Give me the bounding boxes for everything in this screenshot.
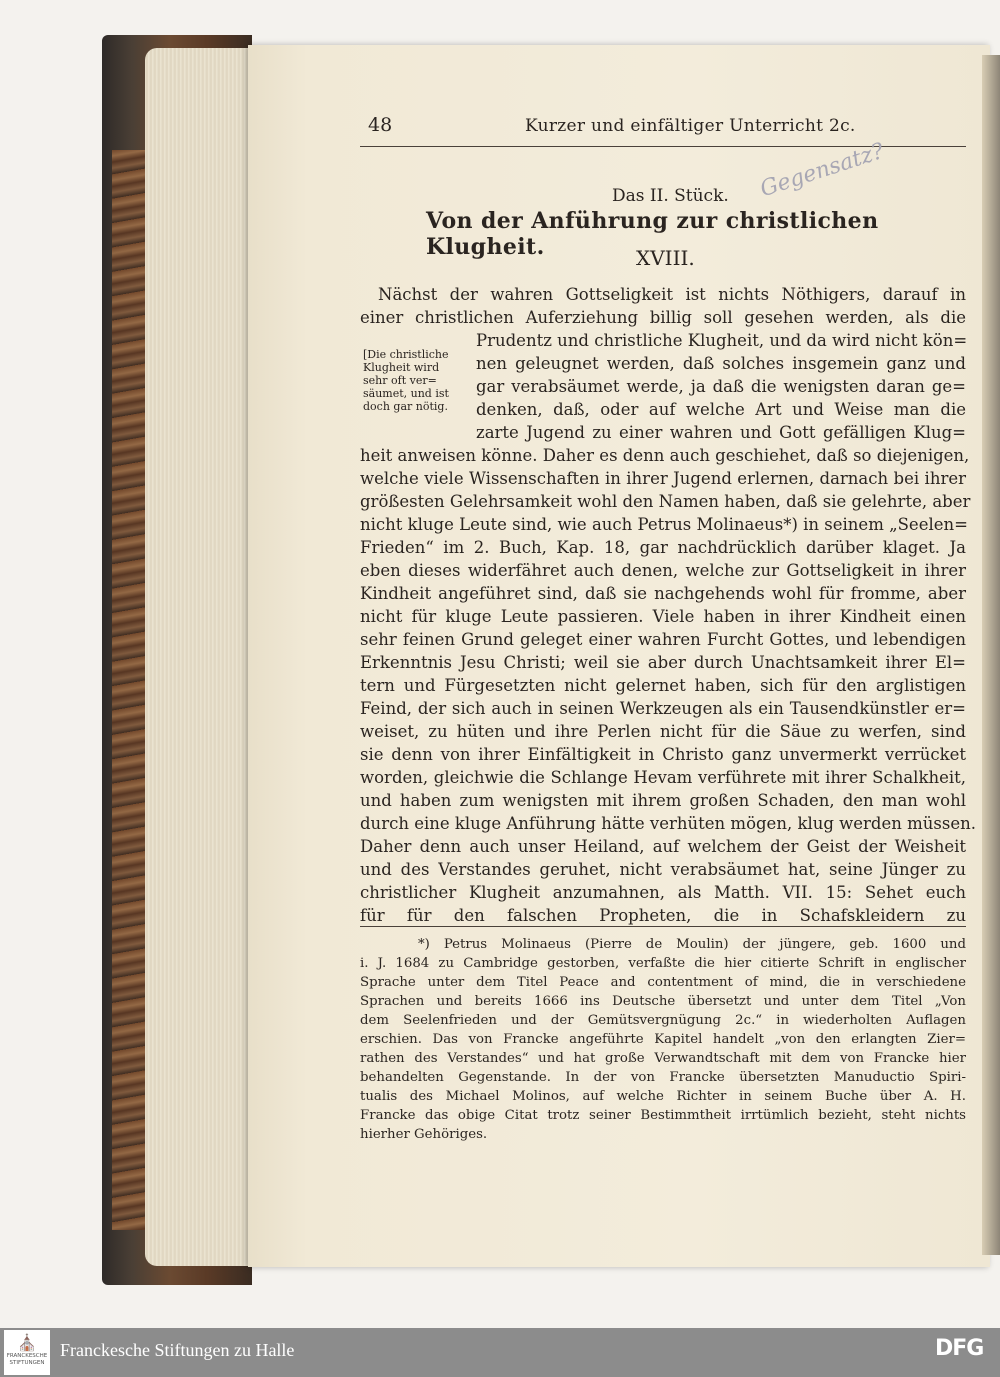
body-line: christlicher Klugheit anzumahnen, als Matth. VII. 15: Sehet euch [360, 883, 966, 902]
margin-note-line: Klugheit wird [363, 361, 440, 374]
body-line: weiset, zu hüten und ihre Perlen nicht für die Säue zu werfen, sind [360, 722, 966, 741]
body-line: nicht für kluge Leute passieren. Viele haben in ihrer Kindheit einen [360, 607, 966, 626]
margin-note-line: sehr oft ver= [363, 374, 437, 387]
dfg-logo[interactable]: DFG [935, 1336, 984, 1361]
page-number: 48 [368, 114, 393, 136]
body-line: Nächst der wahren Gottseligkeit ist nichts Nöthigers, darauf in [378, 285, 966, 304]
body-line: sehr feinen Grund geleget einer wahren Furcht Gottes, und lebendigen [360, 630, 966, 649]
footnote-line: dem Seelenfrieden und der Gemütsvergnügung 2c.“ in wiederholten Auflagen [360, 1013, 966, 1028]
body-line: worden, gleichwie die Schlange Hevam verführete mit ihrer Schalkheit, [360, 768, 966, 787]
body-line: Prudentz und christliche Klugheit, und da wird nicht kön= [476, 331, 968, 350]
logo-text-line: FRANCKESCHE [6, 1353, 48, 1359]
body-line: welche viele Wissenschaften in ihrer Jugend erlernen, darnach bei ihrer [360, 469, 966, 488]
body-line: größesten Gelehrsamkeit wohl den Namen haben, daß sie gelehrte, aber [360, 492, 971, 511]
footnote-line: *) Petrus Molinaeus (Pierre de Moulin) der jüngere, geb. 1600 und [418, 937, 966, 952]
running-head: Kurzer und einfältiger Unterricht 2c. [525, 116, 856, 136]
building-icon: ⛪ [17, 1333, 37, 1352]
body-line: nen geleugnet werden, daß solches insgemein ganz und [476, 354, 966, 373]
footnote-line: Sprache unter dem Titel Peace and contentment of mind, die in verschiedene [360, 975, 966, 990]
section-title: Von der Anführung zur christlichen Klugheit. [426, 208, 879, 260]
section-label: Das II. Stück. [612, 186, 729, 206]
footnote-rule [360, 926, 966, 927]
page-edges [145, 48, 257, 1266]
body-line: denken, daß, oder auf welche Art und Weise man die [476, 400, 966, 419]
body-line: einer christlichen Auferziehung billig soll gesehen werden, als die [360, 308, 966, 327]
institution-name[interactable]: Franckesche Stiftungen zu Halle [60, 1340, 295, 1360]
pencil-annotation: Gegensatz? [757, 138, 888, 203]
body-line: zarte Jugend zu einer wahren und Gott gefälligen Klug= [476, 423, 966, 442]
body-line: gar verabsäumet werde, ja daß die wenigsten daran ge= [476, 377, 966, 396]
body-line: für für den falschen Propheten, die in Schafskleidern zu [360, 906, 966, 925]
footnote-line: Francke das obige Citat trotz seiner Bestimmtheit irrtümlich bezieht, steht nichts [360, 1108, 966, 1123]
logo-text-line: STIFTUNGEN [9, 1360, 45, 1366]
body-line: tern und Fürgesetzten nicht gelernet haben, sich für den arglistigen [360, 676, 966, 695]
margin-note-line: doch gar nötig. [363, 400, 448, 413]
body-line: und haben zum wenigsten mit ihrem großen Schaden, den man wohl [360, 791, 966, 810]
footnote-line: behandelten Gegenstande. In der von Francke übersetzten Manuductio Spiri- [360, 1070, 966, 1085]
franckesche-stiftungen-logo[interactable] [4, 1330, 50, 1375]
body-line: und des Verstandes geruhet, nicht verabsäumet hat, seine Jünger zu [360, 860, 966, 879]
body-line: eben dieses widerfähret auch denen, welche zur Gottseligkeit in ihrer [360, 561, 966, 580]
margin-note-line: [Die christliche [363, 348, 449, 361]
body-line: Frieden“ im 2. Buch, Kap. 18, gar nachdrücklich darüber klaget. Ja [360, 538, 966, 557]
footnote-line: rathen des Verstandes“ und hat große Verwandtschaft mit dem von Francke hier [360, 1051, 966, 1066]
body-line: Kindheit angeführet sind, daß sie nachgehends wohl für fromme, aber [360, 584, 966, 603]
chapter-number: XVIII. [636, 246, 695, 270]
footnote-line: tualis des Michael Molinos, auf welche Richter in seinem Buche über A. H. [360, 1089, 966, 1104]
footnote-line: hierher Gehöriges. [360, 1127, 488, 1142]
body-line: Erkenntnis Jesu Christi; weil sie aber durch Unachtsamkeit ihrer El= [360, 653, 966, 672]
body-line: heit anweisen könne. Daher es denn auch geschiehet, daß so diejenigen, [360, 446, 970, 465]
body-line: Daher denn auch unser Heiland, auf welchem der Geist der Weisheit [360, 837, 966, 856]
footnote-line: i. J. 1684 zu Cambridge gestorben, verfaßte die hier citierte Schrift in englischer [360, 956, 966, 971]
body-line: sie denn von ihrer Einfältigkeit in Christo ganz unvermerkt verrücket [360, 745, 966, 764]
footnote-line: Sprachen und bereits 1666 ins Deutsche übersetzt und unter dem Titel „Von [360, 994, 966, 1009]
body-line: durch eine kluge Anführung hätte verhüten mögen, klug werden müssen. [360, 814, 976, 833]
body-line: nicht kluge Leute sind, wie auch Petrus Molinaeus*) in seinem „Seelen= [360, 515, 968, 534]
body-line: Feind, der sich auch in seinen Werkzeugen als ein Tausendkünstler er= [360, 699, 966, 718]
footnote-line: erschien. Das von Francke angeführte Kapitel handelt „von den erlangten Zier= [360, 1032, 966, 1047]
margin-note-line: säumet, und ist [363, 387, 449, 400]
